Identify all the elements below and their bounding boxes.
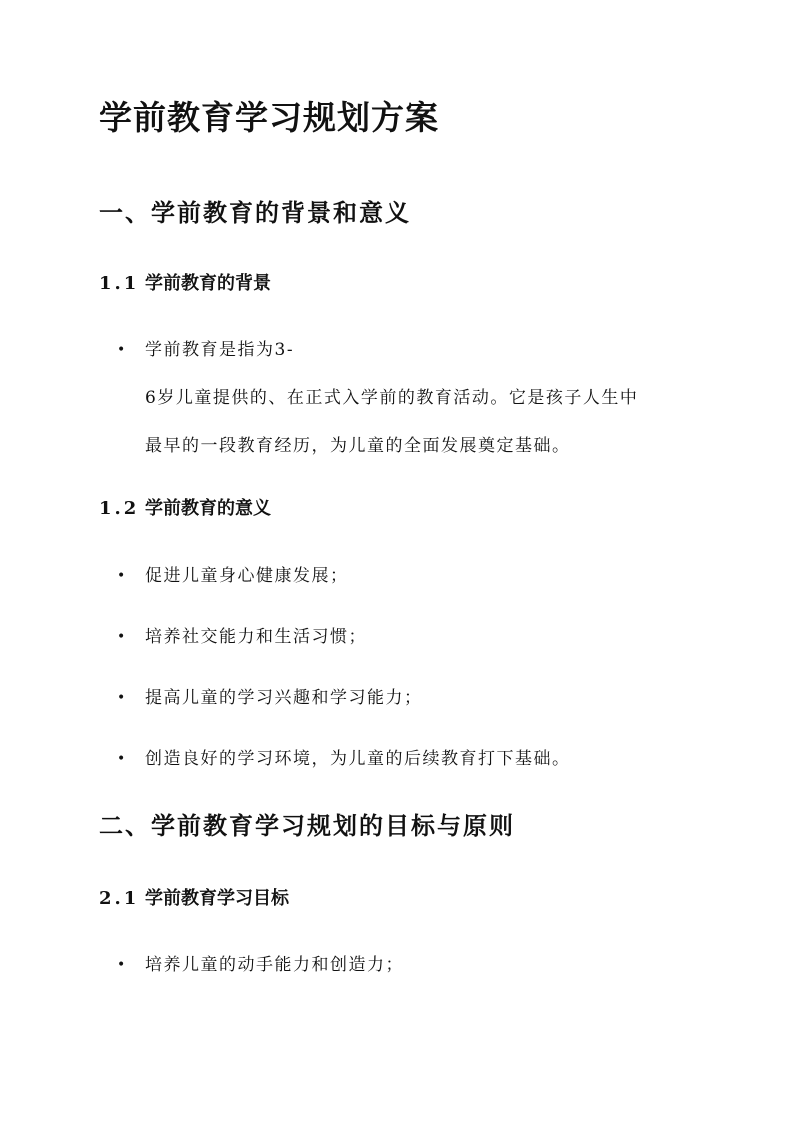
- list-item: [117, 941, 697, 989]
- section-heading-2: 二、学前教育学习规划的目标与原则: [99, 811, 515, 840]
- subsection-number: 1.1: [99, 273, 140, 294]
- list-item-text: 促进儿童身心健康发展；: [145, 566, 349, 586]
- list-item: [117, 613, 697, 661]
- subsection-number: 1.2: [99, 498, 140, 519]
- list-item: [117, 735, 697, 783]
- list-item: [117, 326, 697, 470]
- document-title: 学前教育学习规划方案: [99, 98, 439, 137]
- list-item-text: 创造良好的学习环境，为儿童的后续教育打下基础。: [145, 749, 571, 769]
- list-item-text: 培养社交能力和生活习惯；: [145, 627, 367, 647]
- bullet-icon: •: [117, 690, 127, 706]
- bullet-icon: •: [117, 629, 127, 645]
- bullet-icon: •: [117, 342, 127, 358]
- section-heading-1: 一、学前教育的背景和意义: [99, 198, 411, 227]
- subsection-title: 学前教育学习目标: [145, 888, 289, 909]
- subsection-heading-1-2: [99, 496, 271, 522]
- subsection-title: 学前教育的背景: [145, 273, 271, 294]
- subsection-heading-2-1: [99, 886, 289, 912]
- bullet-icon: •: [117, 957, 127, 973]
- bullet-icon: •: [117, 568, 127, 584]
- bullet-icon: •: [117, 751, 127, 767]
- list-item: [117, 674, 697, 722]
- subsection-title: 学前教育的意义: [145, 498, 271, 519]
- list-item-text: 学前教育是指为3- 6岁儿童提供的、在正式入学前的教育活动。它是孩子人生中 最早的一段教育经历，为儿童的全面发展奠定基础。: [145, 340, 639, 456]
- list-item-text: 培养儿童的动手能力和创造力；: [145, 955, 404, 975]
- list-item: [117, 552, 697, 600]
- list-item-text: 提高儿童的学习兴趣和学习能力；: [145, 688, 423, 708]
- subsection-number: 2.1: [99, 888, 140, 909]
- subsection-heading-1-1: [99, 271, 271, 297]
